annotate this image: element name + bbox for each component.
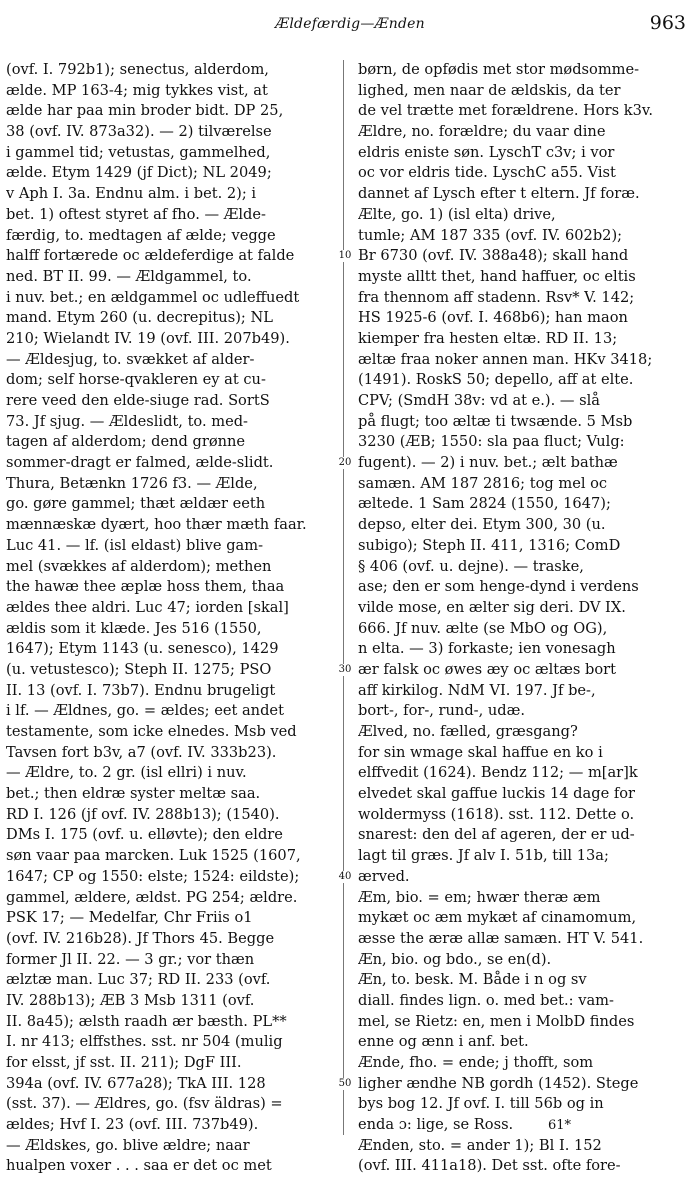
left-column-line: dom; self horse-qvakleren ey at cu- — [6, 371, 266, 389]
left-column-line: halff fortærede oc ældeferdige at falde — [6, 247, 295, 265]
right-column-line: æltede. 1 Sam 2824 (1550, 1647); — [358, 495, 611, 513]
right-column-line: kiemper fra hesten eltæ. RD II. 13; — [358, 329, 618, 347]
left-column-line: 1647; CP og 1550: elste; 1524: eildste); — [6, 867, 300, 885]
left-column-line: v Aph I. 3a. Endnu alm. i bet. 2); i — [6, 185, 257, 203]
left-column-line: rere veed den elde-siuge rad. SortS — [6, 392, 270, 409]
right-column-line: HS 1925-6 (ovf. I. 468b6); han maon — [358, 309, 628, 327]
right-column-line: CPV; (SmdH 38v: vd at e.). — slå — [358, 392, 600, 409]
right-column-line: for sin wmage skal haffue en ko i — [358, 743, 603, 761]
left-column-line: ældes; Hvf I. 23 (ovf. III. 737b49). — [6, 1116, 259, 1134]
line-number: 10 — [335, 250, 355, 262]
left-column-line: ælde. Etym 1429 (jf Dict); NL 2049; — [6, 164, 272, 182]
right-column-line: ær falsk oc øwes æy oc æltæs bort — [358, 660, 616, 678]
right-column-line: enne og ænn i anf. bet. — [358, 1033, 529, 1051]
left-column-line: II. 13 (ovf. I. 73b7). Endnu brugeligt — [6, 681, 276, 699]
right-column-line: Ænde, fho. = ende; j thofft, som — [358, 1054, 594, 1071]
left-column-line: i lf. — Ældnes, go. = ældes; eet andet — [6, 702, 284, 720]
right-column-line: Æn, to. besk. M. Både i n og sv — [358, 971, 587, 989]
right-column-line: ase; den er som henge-dynd i verdens — [358, 578, 639, 596]
left-column-line: 38 (ovf. IV. 873a32). — 2) tilværelse — [6, 123, 272, 141]
right-column-line: 666. Jf nuv. ælte (se MbO og OG), — [358, 619, 608, 637]
page-header — [0, 6, 700, 36]
left-column-line: (ovf. IV. 216b28). Jf Thors 45. Begge — [6, 929, 275, 947]
left-column-line: tagen af alderdom; dend grønne — [6, 433, 246, 451]
left-column-line: ned. BT II. 99. — Ældgammel, to. — [6, 267, 252, 285]
column-divider — [343, 60, 344, 1135]
right-column-line: Ældre, no. forældre; du vaar dine — [358, 123, 606, 141]
right-column-line: tumle; AM 187 335 (ovf. IV. 602b2); — [358, 226, 623, 244]
left-column-line: ælde har paa min broder bidt. DP 25, — [6, 102, 284, 120]
right-column-line: Ælved, no. fælled, græsgang? — [358, 723, 578, 740]
left-column-line: for elsst, jf sst. II. 211); DgF III. — [6, 1054, 242, 1071]
left-column-line: sommer-dragt er falmed, ælde-slidt. — [6, 454, 274, 472]
left-column-line: ældes thee aldri. Luc 47; iorden [skal] — [6, 598, 289, 616]
left-column-line: II. 8a45); ælsth raadh ær bæsth. PL** — [6, 1012, 287, 1030]
left-column-line: i gammel tid; vetustas, gammelhed, — [6, 143, 271, 161]
right-column-line: (ovf. III. 411a18). Det sst. ofte fore- — [358, 1157, 621, 1175]
right-column-line: æsse the æræ allæ samæn. HT V. 541. — [358, 929, 644, 947]
right-column-line: Ænden, sto. = ander 1); Bl I. 152 — [358, 1136, 602, 1154]
right-column-line: mel, se Rietz: en, men i MolbD findes — [358, 1012, 635, 1030]
right-column-line: diall. findes lign. o. med bet.: vam- — [358, 991, 614, 1009]
right-column-line: Æm, bio. = em; hwær theræ æm — [358, 888, 601, 906]
left-column-line: former Jl II. 22. — 3 gr.; vor thæn — [6, 950, 255, 968]
left-column-line: testamente, som icke elnedes. Msb ved — [6, 723, 297, 740]
signature-mark: 61* — [548, 1118, 572, 1133]
right-column-line: depso, elter dei. Etym 300, 30 (u. — [358, 516, 606, 534]
left-column-line: DMs I. 175 (ovf. u. elløvte); den eldre — [6, 826, 283, 844]
right-column-line: mykæt oc æm mykæt af cinamomum, — [358, 909, 637, 927]
line-number: 50 — [335, 1078, 355, 1090]
right-column-line: n elta. — 3) forkaste; ien vonesagh — [358, 640, 616, 658]
line-number: 30 — [335, 664, 355, 676]
right-column-line: (1491). RoskS 50; depello, aff at elte. — [358, 371, 634, 389]
left-column-line: (ovf. I. 792b1); senectus, alderdom, — [6, 61, 269, 78]
left-column-line: ælde. MP 163-4; mig tykkes vist, at — [6, 81, 268, 99]
right-column-line: børn, de opfødis met stor mødsomme- — [358, 61, 640, 78]
left-column-line: mand. Etym 260 (u. decrepitus); NL — [6, 309, 273, 327]
left-column-line: mel (svækkes af alderdom); methen — [6, 557, 272, 575]
left-column-line: 210; Wielandt IV. 19 (ovf. III. 207b49). — [6, 329, 290, 347]
right-column-line: Br 6730 (ovf. IV. 388a48); skall hand — [358, 247, 629, 265]
right-column-line: subigo); Steph II. 411, 1316; ComD — [358, 536, 621, 554]
right-column-line: aff kirkilog. NdM VI. 197. Jf be-, — [358, 681, 596, 699]
right-column-line: ærved. — [358, 867, 410, 885]
right-column-line: fugent). — 2) i nuv. bet.; ælt bathæ — [358, 454, 618, 472]
right-column-line: samæn. AM 187 2816; tog mel oc — [358, 474, 608, 492]
right-column-line: lagt til græs. Jf alv I. 51b, till 13a; — [358, 847, 609, 865]
left-column — [6, 60, 333, 1177]
left-column-line: the hawæ thee æplæ hoss them, thaa — [6, 578, 285, 596]
right-column-line: lighed, men naar de ældskis, da ter — [358, 81, 621, 99]
right-column — [358, 60, 688, 1177]
right-column-line: 3230 (ÆB; 1550: sla paa fluct; Vulg: — [358, 433, 625, 451]
line-number: 40 — [335, 871, 355, 883]
left-column-line: — Ældre, to. 2 gr. (isl ellri) i nuv. — [6, 764, 247, 782]
right-column-line: dannet af Lysch efter t eltern. Jf foræ. — [358, 185, 640, 203]
right-column-line: woldermyss (1618). sst. 112. Dette o. — [358, 805, 635, 823]
running-title: Ældefærdig—Ænden — [275, 16, 425, 32]
left-column-line: IV. 288b13); ÆB 3 Msb 1311 (ovf. — [6, 991, 255, 1009]
left-column-line: Tavsen fort b3v, a7 (ovf. IV. 333b23). — [6, 743, 277, 761]
left-column-line: søn vaar paa marcken. Luk 1525 (1607, — [6, 847, 301, 865]
right-column-line: Ælte, go. 1) (isl elta) drive, — [358, 205, 556, 223]
right-column-line: Æn, bio. og bdo., se en(d). — [358, 950, 552, 968]
right-column-line: bys bog 12. Jf ovf. I. till 56b og in — [358, 1095, 604, 1113]
right-column-line: oc vor eldris tide. LyschC a55. Vist — [358, 164, 616, 182]
left-column-line: Thura, Betænkn 1726 f3. — Ælde, — [6, 474, 258, 492]
right-column-line: på flugt; too æltæ ti twsænde. 5 Msb — [358, 412, 633, 430]
right-column-line: æltæ fraa noker annen man. HKv 3418; — [358, 350, 653, 368]
left-column-line: 394a (ovf. IV. 677a28); TkA III. 128 — [6, 1074, 266, 1092]
left-column-line: (u. vetustesco); Steph II. 1275; PSO — [6, 660, 272, 678]
left-column-line: — Ældskes, go. blive ældre; naar — [6, 1136, 250, 1154]
right-column-line: § 406 (ovf. u. dejne). — traske, — [358, 557, 584, 575]
right-column-line: eldris eniste søn. LyschT c3v; i vor — [358, 143, 615, 161]
left-column-line: 73. Jf sjug. — Ældeslidt, to. med- — [6, 412, 248, 430]
page-number: 963 — [649, 12, 686, 34]
right-column-line: snarest: den del af ageren, der er ud- — [358, 826, 635, 844]
left-column-line: bet. 1) oftest styret af fho. — Ælde- — [6, 205, 266, 223]
right-column-line: elvedet skal gaffue luckis 14 dage for — [358, 785, 636, 803]
right-column-line: de vel trætte met forældrene. Hors k3v. — [358, 102, 654, 120]
right-column-line: bort-, for-, rund-, udæ. — [358, 702, 525, 720]
left-column-line: PSK 17; — Medelfar, Chr Friis o1 — [6, 909, 253, 927]
left-column-line: mænnæskæ dyært, hoo thær mæth faar. — [6, 516, 307, 534]
right-column-line: fra thennom aff stadenn. Rsv* V. 142; — [358, 288, 635, 306]
right-column-line: enda ɔ: lige, se Ross. — [358, 1116, 514, 1134]
left-column-line: — Ældesjug, to. svækket af alder- — [6, 350, 255, 368]
left-column-line: RD I. 126 (jf ovf. IV. 288b13); (1540). — [6, 805, 280, 823]
left-column-line: 1647); Etym 1143 (u. senesco), 1429 — [6, 640, 279, 658]
left-column-line: Luc 41. — lf. (isl eldast) blive gam- — [6, 536, 264, 554]
left-column-line: go. gøre gammel; thæt ældær eeth — [6, 495, 266, 513]
line-number: 20 — [335, 457, 355, 469]
right-column-line: ligher ændhe NB gordh (1452). Stege — [358, 1074, 639, 1092]
right-column-line: vilde mose, en ælter sig deri. DV IX. — [358, 598, 626, 616]
left-column-line: færdig, to. medtagen af ælde; vegge — [6, 226, 276, 244]
left-column-line: i nuv. bet.; en ældgammel oc udleffuedt — [6, 288, 300, 306]
left-column-line: ældis som it klæde. Jes 516 (1550, — [6, 619, 262, 637]
left-column-line: hualpen voxer . . . saa er det oc met — [6, 1157, 272, 1175]
left-column-line: bet.; then eldræ syster meltæ saa. — [6, 785, 261, 803]
left-column-line: (sst. 37). — Ældres, go. (fsv äldras) = — [6, 1095, 283, 1113]
left-column-line: I. nr 413; elffsthes. sst. nr 504 (mulig — [6, 1033, 283, 1051]
left-column-line: gammel, ældere, ældst. PG 254; ældre. — [6, 888, 298, 906]
right-column-line: myste alltt thet, hand haffuer, oc eltis — [358, 267, 636, 285]
left-column-line: ælztæ man. Luc 37; RD II. 233 (ovf. — [6, 971, 271, 989]
right-column-line: elffvedit (1624). Bendz 112; — m[ar]k — [358, 764, 638, 782]
